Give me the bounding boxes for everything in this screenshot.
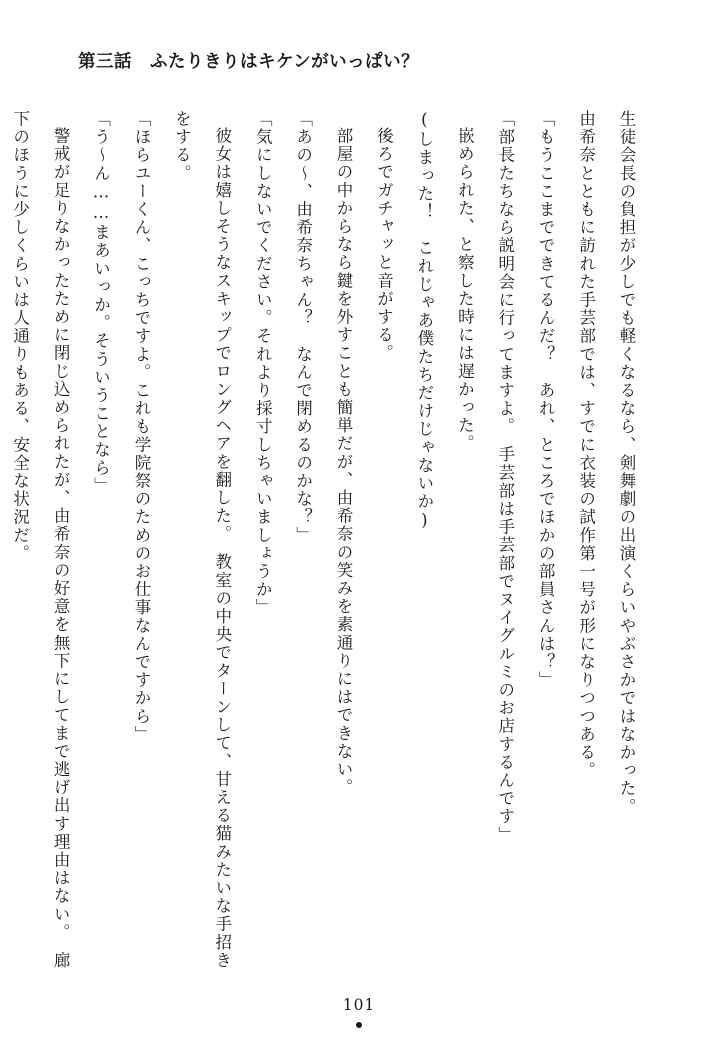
body-text bbox=[0, 110, 646, 970]
paragraph: 「部長たちなら説明会に行ってますよ。 手芸部は手芸部でヌイグルミのお店するんです」 bbox=[495, 110, 515, 844]
chapter-title: ふたりきりはキケンがいっぱい？ bbox=[150, 52, 420, 72]
paragraph: 警戒が足りなかったために閉じ込められたが、由希奈の好意を無下にしてまで逃げ出す理由はない。 廊下のほうに少しくらいは人通りもある、安全な状況だ。 bbox=[10, 110, 71, 969]
paragraph: 嵌められた、と察した時には遅かった。 bbox=[455, 126, 475, 453]
paragraph: (しまった！ これじゃあ僕たちだけじゃないか) bbox=[414, 110, 434, 532]
chapter-heading bbox=[78, 48, 419, 73]
paragraph: 由希奈とともに訪れた手芸部では、すでに衣装の試作第一号が形になりつつある。 bbox=[576, 110, 596, 780]
paragraph: 「気にしないでください。それより採寸しちゃいましょうか」 bbox=[253, 110, 273, 617]
paragraph: 生徒会長の負担が少しでも軽くなるなら、剣舞劇の出演くらいやぶさかではなかった。 bbox=[617, 110, 636, 816]
paragraph: 「もうここまでできてるんだ？ あれ、ところでほかの部員さんは？」 bbox=[536, 110, 556, 690]
folio-dot-ornament bbox=[356, 1022, 362, 1028]
chapter-number: 第三話 bbox=[78, 52, 132, 72]
paragraph: 部屋の中からなら鍵を外すことも簡単だが、由希奈の笑みを素通りにはできない。 bbox=[334, 126, 354, 797]
paragraph: 彼女は嬉しそうなスキップでロングヘアを翻した。 教室の中央でターンして、甘える猫みたいな手招きをする。 bbox=[172, 110, 232, 969]
paragraph: 「あの～、由希奈ちゃん？ なんで閉めるのかな？」 bbox=[293, 110, 313, 545]
paragraph: 「ほらユーくん、こっちですよ。これも学院祭のためのお仕事なんですから」 bbox=[131, 110, 151, 744]
paragraph: 後ろでガチャッと音がする。 bbox=[374, 126, 394, 362]
paragraph: 「う～ん……まあいっか。そういうことなら」 bbox=[91, 110, 111, 496]
page-number: 101 bbox=[342, 996, 376, 1014]
